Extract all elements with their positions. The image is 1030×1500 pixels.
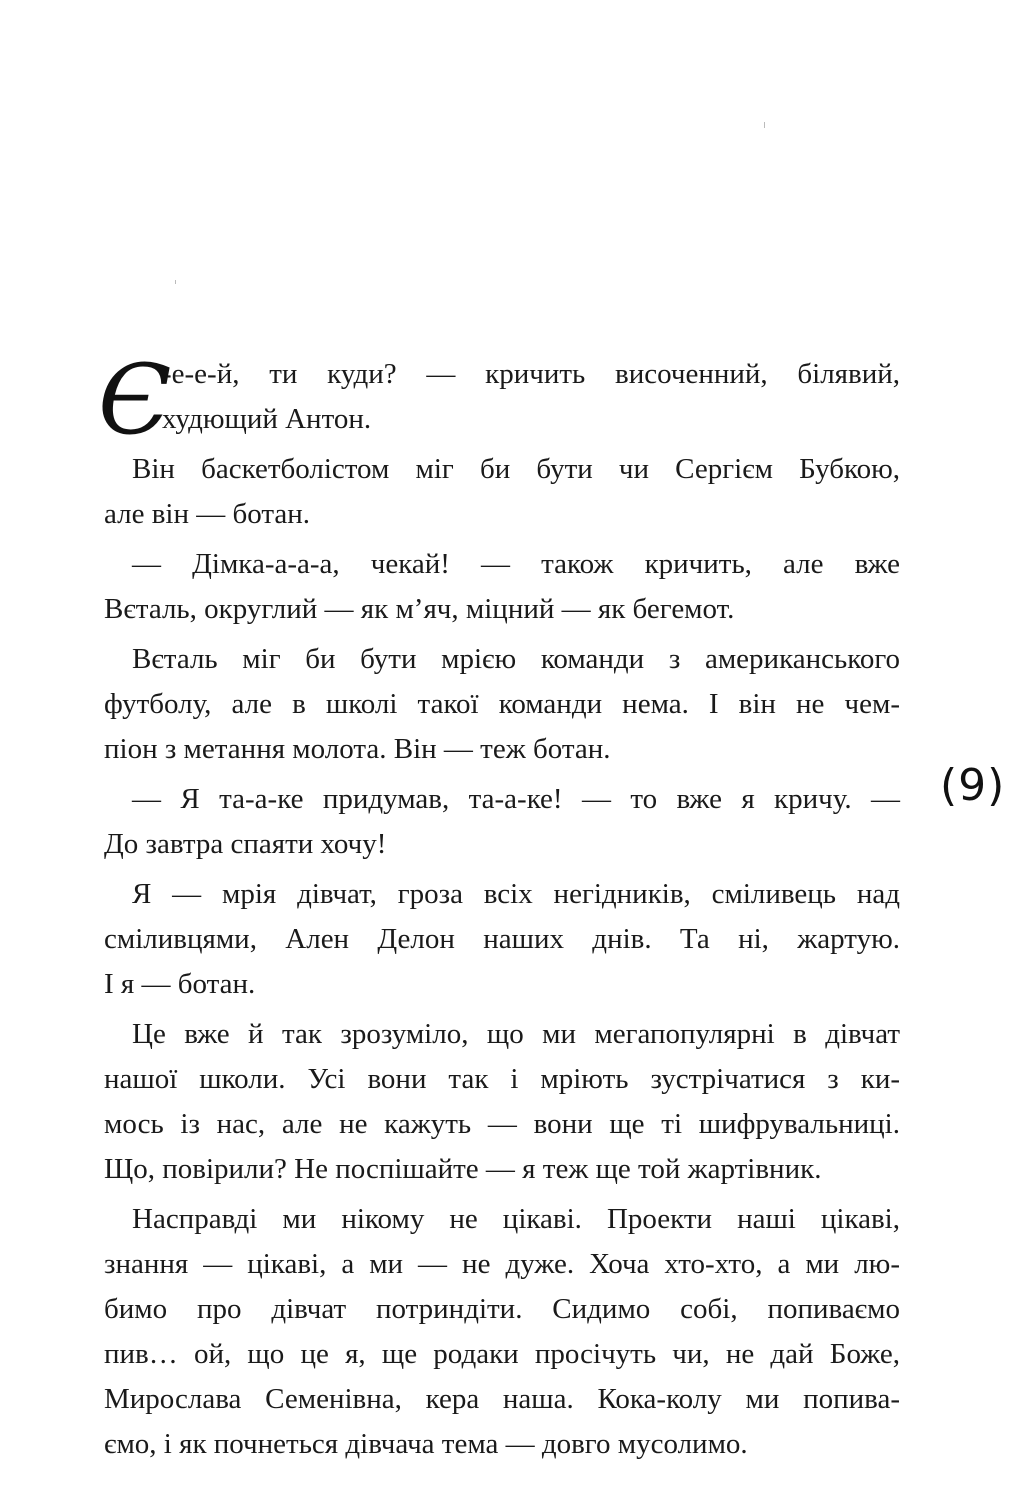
text-line: — Дімка-а-а-а, чекай! — також кричить, але вже bbox=[132, 548, 900, 580]
text-line: До завтра спаяти хочу! bbox=[104, 828, 387, 860]
opening-paragraph bbox=[98, 344, 900, 456]
text-line: Насправді ми нікому не цікаві. Проекти наші цікаві, bbox=[132, 1203, 900, 1235]
print-speck bbox=[764, 122, 765, 128]
text-line: Вєталь, округлий — як м’яч, міцний — як бегемот. bbox=[104, 593, 735, 625]
text-line: пив… ой, що це я, ще родаки просічуть чи, не дай Боже, bbox=[104, 1338, 900, 1370]
text-line: Мирослава Семенівна, кера наша. Кока-колу ми попива- bbox=[104, 1383, 900, 1415]
text-line: І я — ботан. bbox=[104, 968, 256, 1000]
text-line: Що, повірили? Не поспішайте — я теж ще той жартівник. bbox=[104, 1153, 822, 1185]
text-line: Він баскетболістом міг би бути чи Сергієм Бубкою, bbox=[132, 453, 900, 485]
drop-cap-letter: Є bbox=[98, 344, 172, 456]
text-line: Я — мрія дівчат, гроза всіх негідників, сміливець над bbox=[132, 878, 900, 910]
print-speck bbox=[175, 280, 176, 284]
text-line: Це вже й так зрозуміло, що ми мегапопулярні в дівчат bbox=[132, 1018, 900, 1050]
text-line: піон з метання молота. Він — теж ботан. bbox=[104, 733, 611, 765]
text-line: Вєталь міг би бути мрією команди з американського bbox=[132, 643, 900, 675]
text-line: бимо про дівчат потриндіти. Сидимо собі, попиваємо bbox=[104, 1293, 900, 1325]
text-line: але він — ботан. bbox=[104, 498, 311, 530]
text-line: ємо, і як почнеться дівчача тема — довго мусолимо. bbox=[104, 1428, 748, 1460]
text-line: мось із нас, але не кажуть — вони ще ті шифрувальниці. bbox=[104, 1108, 900, 1140]
page-body-text bbox=[98, 344, 900, 1467]
text-line: худющий Антон. bbox=[162, 403, 372, 435]
text-line: знання — цікаві, а ми — не дуже. Хоча хто-хто, а ми лю- bbox=[104, 1248, 900, 1280]
text-line: нашої школи. Усі вони так і мріють зустрічатися з ки- bbox=[104, 1063, 900, 1095]
text-line: сміливцями, Ален Делон наших днів. Та ні, жартую. bbox=[104, 923, 900, 955]
text-line: — Я та-а-ке придумав, та-а-ке! — то вже я кричу. — bbox=[132, 783, 900, 815]
page-number: (9) bbox=[940, 760, 1006, 811]
text-line: футболу, але в школі такої команди нема. І він не чем- bbox=[104, 688, 900, 720]
text-line: -е-е-й, ти куди? — кричить височенний, білявий, bbox=[162, 358, 900, 390]
